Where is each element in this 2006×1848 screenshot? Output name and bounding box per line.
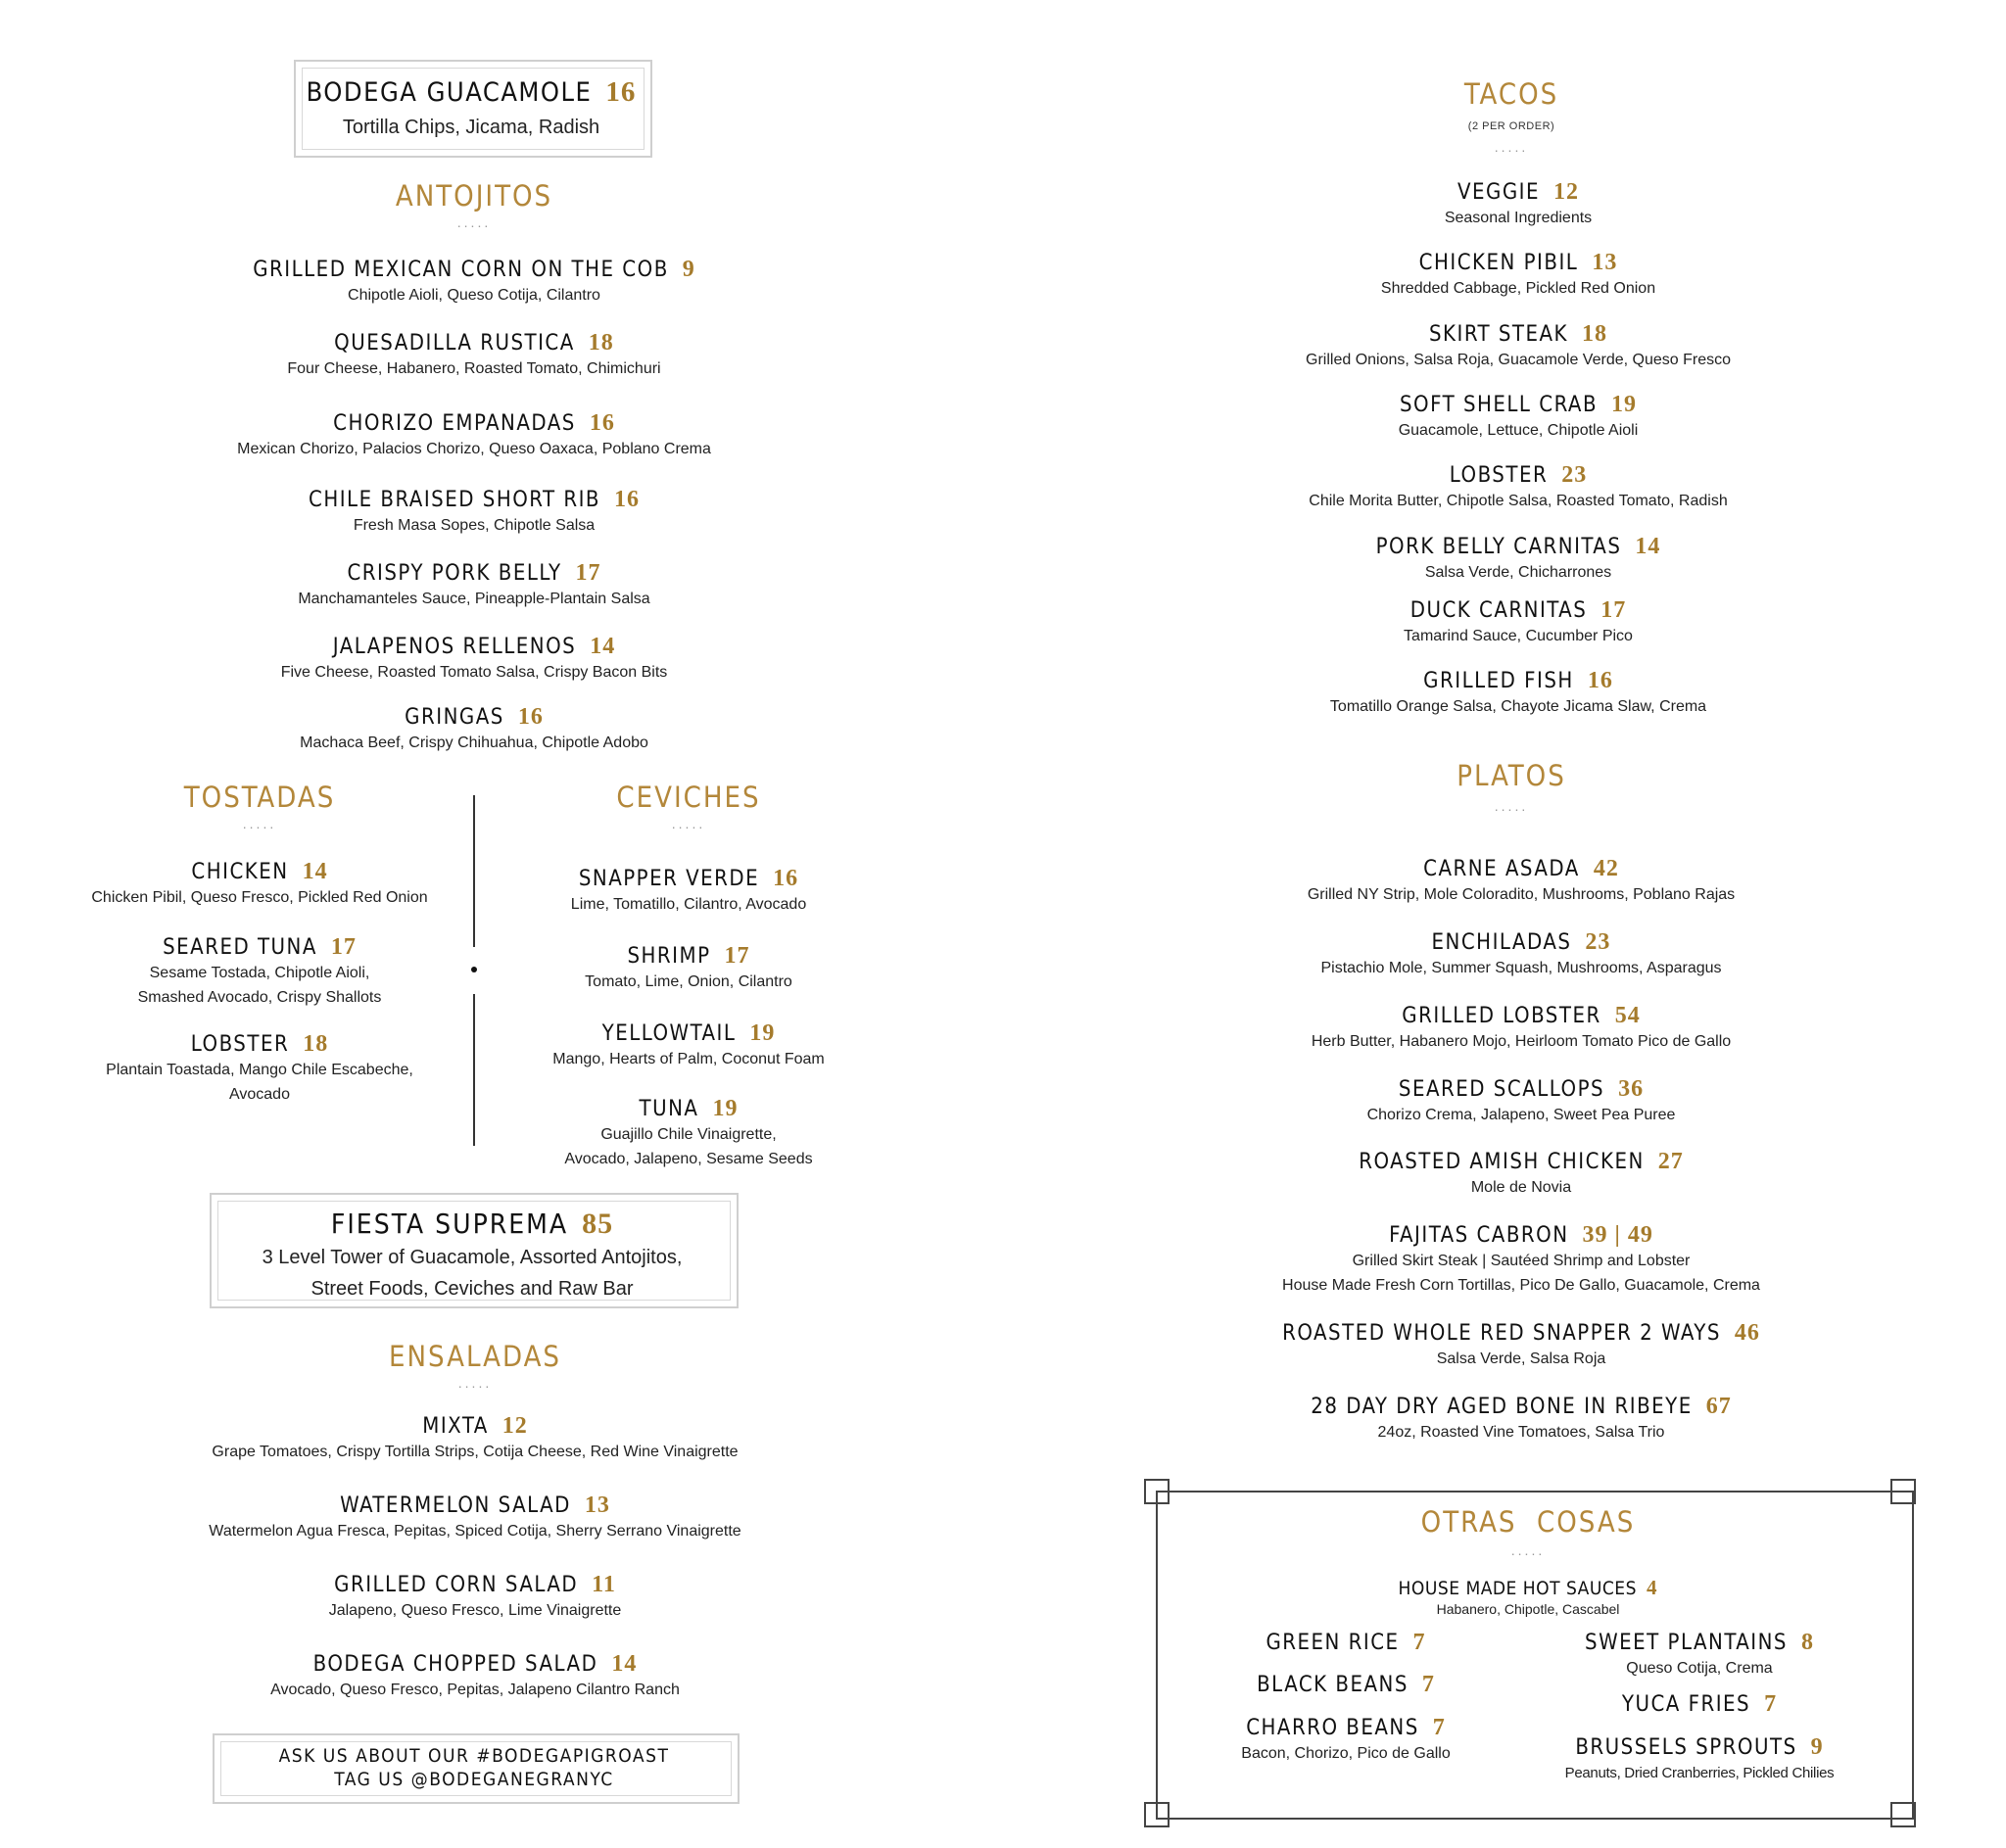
frame-corner bbox=[1144, 1802, 1170, 1827]
item-name: GRILLED FISH bbox=[1423, 669, 1574, 693]
menu-item bbox=[309, 487, 640, 538]
guacamole-desc: Tortilla Chips, Jicama, Radish bbox=[342, 117, 600, 138]
item-price: 12 bbox=[1553, 179, 1580, 205]
item-price: 9 bbox=[1810, 1734, 1824, 1760]
item-price: 17 bbox=[724, 943, 750, 969]
item-desc: Tomato, Lime, Onion, Cilantro bbox=[585, 973, 792, 990]
item-name: CHICKEN bbox=[191, 860, 289, 884]
guacamole-title bbox=[307, 76, 637, 109]
item-desc: Shredded Cabbage, Pickled Red Onion bbox=[1380, 280, 1656, 297]
item-price: 23 bbox=[1585, 929, 1611, 955]
item-price: 16 bbox=[773, 866, 799, 891]
item-price: 18 bbox=[303, 1031, 329, 1057]
item-name: BODEGA CHOPPED SALAD bbox=[312, 1652, 598, 1677]
item-desc: Guajillo Chile Vinaigrette, bbox=[600, 1126, 777, 1143]
item-name: BLACK BEANS bbox=[1257, 1673, 1409, 1697]
item-desc: Chorizo Crema, Jalapeno, Sweet Pea Puree bbox=[1366, 1107, 1676, 1123]
item-desc: Bacon, Chorizo, Pico de Gallo bbox=[1241, 1745, 1451, 1762]
item-name: HOUSE MADE HOT SAUCES bbox=[1398, 1578, 1637, 1599]
frame-corner bbox=[1890, 1802, 1916, 1827]
menu-item bbox=[1309, 462, 1727, 513]
item-price: 17 bbox=[330, 934, 357, 960]
item-name: YUCA FRIES bbox=[1621, 1692, 1751, 1717]
item-price: 17 bbox=[575, 560, 601, 586]
item-desc: Avocado, Jalapeno, Sesame Seeds bbox=[564, 1151, 813, 1167]
section-dots: ..... bbox=[457, 1375, 493, 1391]
section-title-platos: PLATOS bbox=[1457, 759, 1566, 792]
menu-item bbox=[1282, 1320, 1760, 1371]
section-dots: ..... bbox=[1494, 139, 1529, 155]
item-name: BODEGA GUACAMOLE bbox=[306, 77, 593, 108]
menu-item bbox=[1381, 250, 1655, 301]
menu-item bbox=[1311, 1394, 1732, 1445]
section-dots: ..... bbox=[671, 816, 706, 831]
menu-item bbox=[1241, 1715, 1450, 1766]
item-price: 19 bbox=[749, 1020, 776, 1046]
menu-item bbox=[564, 1096, 812, 1171]
item-desc: Salsa Verde, Salsa Roja bbox=[1436, 1350, 1606, 1367]
item-price: 19 bbox=[712, 1096, 739, 1121]
menu-item bbox=[281, 634, 668, 685]
menu-item bbox=[287, 330, 660, 381]
item-price: 7 bbox=[1432, 1715, 1446, 1740]
menu-item bbox=[1585, 1630, 1814, 1681]
item-price: 4 bbox=[1646, 1576, 1658, 1599]
menu-item bbox=[1359, 1149, 1684, 1200]
section-title-ceviches: CEVICHES bbox=[616, 781, 761, 814]
item-price: 36 bbox=[1618, 1076, 1645, 1102]
item-name: SEARED SCALLOPS bbox=[1398, 1077, 1605, 1102]
item-desc: Guacamole, Lettuce, Chipotle Aioli bbox=[1398, 422, 1639, 439]
item-name: DUCK CARNITAS bbox=[1409, 598, 1588, 623]
item-desc: Chipotle Aioli, Queso Cotija, Cilantro bbox=[348, 287, 600, 304]
item-desc: Grape Tomatoes, Crispy Tortilla Strips, Cotija Cheese, Red Wine Vinaigrette bbox=[212, 1444, 739, 1460]
item-desc: Grilled NY Strip, Mole Coloradito, Mushrooms, Poblano Rajas bbox=[1307, 886, 1736, 903]
item-price: 27 bbox=[1657, 1149, 1684, 1174]
item-price: 46 bbox=[1734, 1320, 1760, 1346]
item-name: SHRIMP bbox=[627, 944, 711, 969]
item-desc: Tamarind Sauce, Cucumber Pico bbox=[1404, 628, 1633, 644]
item-price: 16 bbox=[605, 76, 637, 108]
item-name: GREEN RICE bbox=[1266, 1631, 1400, 1655]
menu-item bbox=[1376, 534, 1661, 585]
item-price: 12 bbox=[502, 1413, 528, 1439]
item-name: LOBSTER bbox=[190, 1032, 290, 1057]
item-name: 28 DAY DRY AGED BONE IN RIBEYE bbox=[1311, 1395, 1693, 1419]
item-desc: Habanero, Chipotle, Cascabel bbox=[1436, 1601, 1620, 1617]
menu-item bbox=[1320, 929, 1721, 980]
guacamole-frame bbox=[294, 60, 652, 158]
item-name: ENCHILADAS bbox=[1431, 930, 1572, 955]
item-name: SOFT SHELL CRAB bbox=[1399, 393, 1599, 417]
item-price: 9 bbox=[682, 257, 695, 282]
menu-item bbox=[1306, 321, 1731, 372]
frame-corner bbox=[1890, 1479, 1916, 1504]
item-price: 19 bbox=[1611, 392, 1638, 417]
section-dots: ..... bbox=[456, 214, 492, 230]
menu-item bbox=[237, 410, 711, 461]
item-name: TUNA bbox=[639, 1097, 699, 1121]
item-name: GRILLED CORN SALAD bbox=[334, 1573, 579, 1597]
item-price: 42 bbox=[1593, 856, 1619, 881]
menu-item bbox=[329, 1572, 622, 1623]
item-name: CRISPY PORK BELLY bbox=[347, 561, 562, 586]
section-title-ensaladas: ENSALADAS bbox=[389, 1340, 561, 1373]
item-name: VEGGIE bbox=[1457, 180, 1541, 205]
item-price: 14 bbox=[302, 859, 328, 884]
item-price: 8 bbox=[1800, 1630, 1814, 1655]
menu-item bbox=[91, 859, 427, 910]
item-price: 17 bbox=[1600, 597, 1627, 623]
item-desc: Smashed Avocado, Crispy Shallots bbox=[137, 989, 382, 1006]
item-name: CHORIZO EMPANADAS bbox=[333, 411, 576, 436]
item-name: PORK BELLY CARNITAS bbox=[1375, 535, 1622, 559]
item-name: ROASTED AMISH CHICKEN bbox=[1359, 1150, 1645, 1174]
item-name: QUESADILLA RUSTICA bbox=[334, 331, 575, 355]
menu-item bbox=[212, 1413, 738, 1464]
menu-item bbox=[209, 1493, 740, 1543]
item-desc: Fresh Masa Sopes, Chipotle Salsa bbox=[353, 517, 596, 534]
item-price: 23 bbox=[1561, 462, 1588, 488]
item-desc: Chicken Pibil, Queso Fresco, Pickled Red Onion bbox=[91, 889, 428, 906]
divider-dot bbox=[471, 967, 477, 972]
item-price: 16 bbox=[589, 410, 615, 436]
item-name: SEARED TUNA bbox=[163, 935, 317, 960]
item-price: 13 bbox=[584, 1493, 610, 1518]
section-title-antojitos: ANTOJITOS bbox=[395, 179, 553, 213]
item-desc: Seasonal Ingredients bbox=[1444, 210, 1593, 226]
section-title-tostadas: TOSTADAS bbox=[183, 781, 336, 814]
item-name: MIXTA bbox=[422, 1414, 489, 1439]
item-price: 18 bbox=[1582, 321, 1608, 347]
item-desc: Tomatillo Orange Salsa, Chayote Jicama Slaw, Crema bbox=[1329, 698, 1707, 715]
item-price: 7 bbox=[1764, 1691, 1778, 1717]
item-price: 16 bbox=[613, 487, 640, 512]
item-price: 14 bbox=[611, 1651, 638, 1677]
item-price: 14 bbox=[1635, 534, 1661, 559]
item-price: 85 bbox=[582, 1208, 614, 1240]
item-desc: House Made Fresh Corn Tortillas, Pico De Gallo, Guacamole, Crema bbox=[1282, 1277, 1760, 1294]
frame-corner bbox=[1144, 1479, 1170, 1504]
item-name: LOBSTER bbox=[1449, 463, 1549, 488]
menu-item bbox=[1282, 1222, 1760, 1298]
promo-line: TAG US @BODEGANEGRANYC bbox=[334, 1769, 614, 1790]
item-name: GRILLED MEXICAN CORN ON THE COB bbox=[253, 258, 669, 282]
section-dots: ..... bbox=[1494, 798, 1529, 814]
item-desc: Mango, Hearts of Palm, Coconut Foam bbox=[552, 1051, 825, 1067]
menu-item bbox=[1266, 1630, 1425, 1656]
menu-item bbox=[270, 1651, 680, 1702]
item-desc: Grilled Onions, Salsa Roja, Guacamole Verde, Queso Fresco bbox=[1306, 352, 1731, 368]
column-divider bbox=[473, 795, 475, 947]
item-desc: Salsa Verde, Chicharrones bbox=[1424, 564, 1612, 581]
item-desc: Herb Butter, Habanero Mojo, Heirloom Tomato Pico de Gallo bbox=[1311, 1033, 1732, 1050]
item-desc: Peanuts, Dried Cranberries, Pickled Chilies bbox=[1564, 1765, 1835, 1781]
section-subtitle: (2 PER ORDER) bbox=[1467, 120, 1555, 132]
menu-item bbox=[298, 560, 649, 611]
item-price: 11 bbox=[592, 1572, 616, 1597]
menu-item bbox=[1367, 1076, 1676, 1127]
promo-line: ASK US ABOUT OUR #BODEGAPIGROAST bbox=[278, 1745, 670, 1767]
item-name: ROASTED WHOLE RED SNAPPER 2 WAYS bbox=[1282, 1321, 1721, 1346]
item-desc: Queso Cotija, Crema bbox=[1626, 1660, 1773, 1677]
item-name: JALAPENOS RELLENOS bbox=[332, 635, 577, 659]
menu-item bbox=[1257, 1672, 1435, 1698]
menu-item bbox=[253, 257, 695, 308]
menu-item bbox=[106, 1031, 413, 1107]
item-name: SNAPPER VERDE bbox=[578, 867, 760, 891]
menu-item bbox=[1622, 1691, 1777, 1718]
item-name: GRINGAS bbox=[405, 705, 504, 730]
item-price: 13 bbox=[1592, 250, 1618, 275]
menu-item bbox=[1404, 597, 1633, 648]
item-name: FAJITAS CABRON bbox=[1389, 1223, 1569, 1248]
item-name: FIESTA SUPREMA bbox=[330, 1208, 569, 1240]
menu-item bbox=[1565, 1734, 1835, 1785]
item-price: 54 bbox=[1614, 1003, 1641, 1028]
item-price: 14 bbox=[590, 634, 616, 659]
menu-item bbox=[1308, 856, 1735, 907]
fiesta-desc: 3 Level Tower of Guacamole, Assorted Antojitos, bbox=[262, 1247, 683, 1268]
item-desc: Five Cheese, Roasted Tomato Salsa, Crispy Bacon Bits bbox=[280, 664, 668, 681]
item-price: 16 bbox=[1587, 668, 1613, 693]
item-price: 7 bbox=[1412, 1630, 1426, 1655]
item-name: YELLOWTAIL bbox=[601, 1021, 737, 1046]
item-name: CARNE ASADA bbox=[1423, 857, 1580, 881]
fiesta-desc: Street Foods, Ceviches and Raw Bar bbox=[310, 1278, 634, 1300]
item-name: WATERMELON SALAD bbox=[340, 1493, 571, 1518]
column-divider bbox=[473, 994, 475, 1146]
menu-item bbox=[300, 704, 648, 755]
item-desc: Manchamanteles Sauce, Pineapple-Plantain Salsa bbox=[298, 591, 650, 607]
item-name: SKIRT STEAK bbox=[1428, 322, 1569, 347]
menu-item bbox=[1445, 179, 1592, 230]
item-desc: Mexican Chorizo, Palacios Chorizo, Queso Oaxaca, Poblano Crema bbox=[237, 441, 711, 457]
menu-item bbox=[138, 934, 382, 1010]
item-name: CHICKEN PIBIL bbox=[1418, 251, 1579, 275]
item-desc: Grilled Skirt Steak | Sautéed Shrimp and Lobster bbox=[1352, 1253, 1691, 1269]
item-name: BRUSSELS SPROUTS bbox=[1575, 1735, 1797, 1760]
item-price: 7 bbox=[1421, 1672, 1435, 1697]
section-title-otras-cosas: OTRAS COSAS bbox=[1420, 1505, 1636, 1539]
item-price: 18 bbox=[588, 330, 614, 355]
section-dots: ..... bbox=[242, 816, 277, 831]
section-dots: ..... bbox=[1510, 1542, 1546, 1558]
item-name: GRILLED LOBSTER bbox=[1402, 1004, 1601, 1028]
menu-item bbox=[552, 1020, 824, 1071]
section-title-tacos: TACOS bbox=[1463, 77, 1559, 111]
item-price: 16 bbox=[517, 704, 544, 730]
item-desc: Chile Morita Butter, Chipotle Salsa, Roasted Tomato, Radish bbox=[1309, 493, 1728, 509]
item-desc: Pistachio Mole, Summer Squash, Mushrooms, Asparagus bbox=[1320, 960, 1722, 976]
item-desc: 24oz, Roasted Vine Tomatoes, Salsa Trio bbox=[1377, 1424, 1665, 1441]
item-desc: Machaca Beef, Crispy Chihuahua, Chipotle Adobo bbox=[300, 734, 648, 751]
item-name: CHILE BRAISED SHORT RIB bbox=[309, 488, 600, 512]
item-desc: Plantain Toastada, Mango Chile Escabeche, bbox=[106, 1062, 413, 1078]
menu-item bbox=[571, 866, 806, 917]
item-name: SWEET PLANTAINS bbox=[1585, 1631, 1788, 1655]
item-price: 39 | 49 bbox=[1582, 1222, 1653, 1248]
item-desc: Watermelon Agua Fresca, Pepitas, Spiced Cotija, Sherry Serrano Vinaigrette bbox=[209, 1523, 741, 1540]
item-desc: Sesame Tostada, Chipotle Aioli, bbox=[149, 965, 370, 981]
item-price: 67 bbox=[1705, 1394, 1732, 1419]
fiesta-title bbox=[331, 1208, 613, 1241]
item-name: CHARRO BEANS bbox=[1246, 1716, 1419, 1740]
item-desc: Mole de Novia bbox=[1470, 1179, 1572, 1196]
menu-item bbox=[1399, 1576, 1658, 1618]
item-desc: Lime, Tomatillo, Cilantro, Avocado bbox=[570, 896, 807, 913]
item-desc: Four Cheese, Habanero, Roasted Tomato, Chimichuri bbox=[287, 360, 661, 377]
item-desc: Avocado, Queso Fresco, Pepitas, Jalapeno Cilantro Ranch bbox=[270, 1682, 680, 1698]
menu-item bbox=[1330, 668, 1706, 719]
menu-item bbox=[1399, 392, 1639, 443]
item-desc: Jalapeno, Queso Fresco, Lime Vinaigrette bbox=[328, 1602, 622, 1619]
item-desc: Avocado bbox=[229, 1086, 290, 1103]
menu-item bbox=[1312, 1003, 1731, 1054]
menu-item bbox=[585, 943, 792, 994]
